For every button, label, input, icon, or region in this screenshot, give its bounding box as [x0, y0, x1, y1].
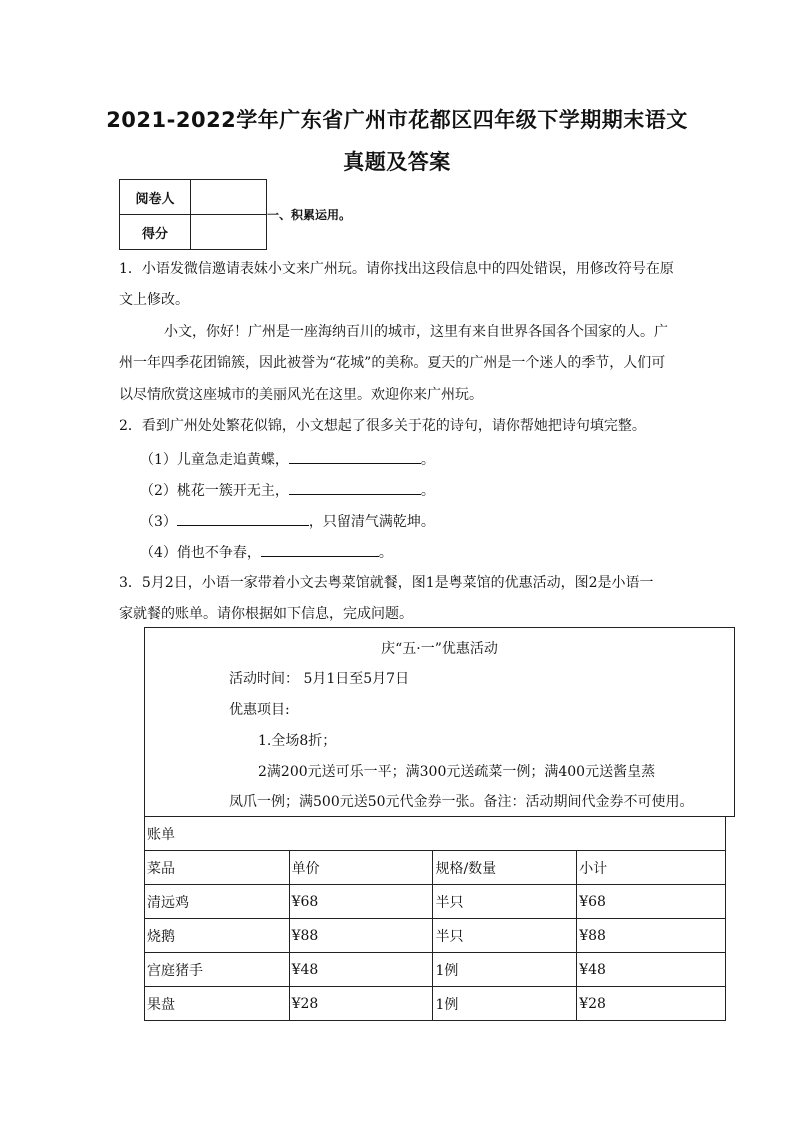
bill-cell: 清远鸡: [145, 885, 290, 919]
bill-cell: ¥28: [577, 987, 726, 1021]
promo-item2-cont: 凤爪一例；满500元送50元代金券一张。备注：活动期间代金券不可使用。: [229, 794, 694, 810]
bill-header-price: 单价: [289, 851, 433, 885]
bill-cell: 果盘: [145, 987, 290, 1021]
q1-line1: 1．小语发微信邀请表妹小文来广州玩。请你找出这段信息中的四处错误，用修改符号在原: [119, 261, 674, 277]
bill-cell: 半只: [433, 885, 577, 919]
q2-item2: [140, 479, 435, 501]
q2-item4-end: 。: [378, 545, 393, 561]
table-row: [145, 885, 726, 919]
bill-cell: ¥88: [577, 919, 726, 953]
grader-box: [119, 179, 267, 250]
bill-cell: ¥68: [577, 885, 726, 919]
bill-cell: ¥88: [289, 919, 433, 953]
promo-item1: 1.全场8折；: [258, 733, 337, 749]
bill-cell: ¥48: [577, 953, 726, 987]
document-title-line1: 2021-2022学年广东省广州市花都区四年级下学期期末语文: [106, 108, 688, 132]
bill-table: [144, 817, 726, 1021]
bill-cell: ¥48: [289, 953, 433, 987]
promo-title: 庆“五·一”优惠活动: [381, 641, 498, 657]
bill-cell: ¥68: [289, 885, 433, 919]
bill-caption: 账单: [145, 817, 726, 851]
table-row: [145, 851, 726, 885]
table-row: [145, 987, 726, 1021]
q2-item1-blank[interactable]: [289, 448, 421, 464]
bill-cell: 半只: [433, 919, 577, 953]
q2-item3-blank[interactable]: [177, 510, 309, 526]
document-title-line2: 真题及答案: [343, 150, 451, 174]
bill-header-subtotal: 小计: [577, 851, 726, 885]
bill-header-dish: 菜品: [145, 851, 290, 885]
q2-item2-blank[interactable]: [289, 479, 421, 495]
q2-item4-prefix: （4）俏也不争春，: [140, 545, 261, 561]
q2-item4: [140, 541, 393, 563]
q2-item3-prefix: （3）: [140, 514, 177, 530]
bill-cell: ¥28: [289, 987, 433, 1021]
promo-time: 活动时间： 5月1日至5月7日: [229, 671, 410, 687]
q2-item1-end: 。: [420, 452, 435, 468]
score-cell: [191, 215, 267, 250]
bill-cell: 1例: [433, 953, 577, 987]
q2-item2-prefix: （2）桃花一簇开无主，: [140, 483, 289, 499]
reviewer-label: 阅卷人: [120, 180, 191, 215]
bill-cell: 1例: [433, 987, 577, 1021]
q2-item3-suffix: ，只留清气满乾坤。: [308, 514, 435, 530]
section1-label: 一、积累运用。: [267, 208, 352, 222]
q2-item3: [140, 510, 435, 532]
promo-items-label: 优惠项目:: [229, 702, 290, 718]
q1-message-line2: 州一年四季花团锦簇，因此被誉为“花城”的美称。夏天的广州是一个迷人的季节，人们可: [119, 355, 666, 371]
q1-message-line3: 以尽情欣赏这座城市的美丽风光在这里。欢迎你来广州玩。: [119, 387, 483, 403]
q1-message-line1: 小文，你好！广州是一座海纳百川的城市，这里有来自世界各国各个国家的人。广: [164, 324, 668, 340]
promo-box: [144, 627, 735, 817]
bill-cell: 宫庭猪手: [145, 953, 290, 987]
table-row: [145, 919, 726, 953]
q2-item1-prefix: （1）儿童急走追黄蝶，: [140, 452, 289, 468]
bill-header-spec: 规格/数量: [433, 851, 577, 885]
score-label: 得分: [120, 215, 191, 250]
table-row: [145, 953, 726, 987]
q3-line1: 3．5月2日，小语一家带着小文去粤菜馆就餐，图1是粤菜馆的优惠活动，图2是小语一: [119, 575, 654, 591]
q3-line2: 家就餐的账单。请你根据如下信息，完成问题。: [119, 606, 413, 622]
q1-line2: 文上修改。: [119, 292, 189, 308]
bill-cell: 烧鹅: [145, 919, 290, 953]
q2-item2-end: 。: [420, 483, 435, 499]
promo-item2: 2满200元送可乐一平；满300元送疏菜一例；满400元送酱皇蒸: [258, 764, 656, 780]
q2-stem: 2．看到广州处处繁花似锦，小文想起了很多关于花的诗句，请你帮她把诗句填完整。: [119, 418, 646, 434]
reviewer-cell: [191, 180, 267, 215]
q2-item1: [140, 448, 435, 470]
q2-item4-blank[interactable]: [261, 541, 379, 557]
